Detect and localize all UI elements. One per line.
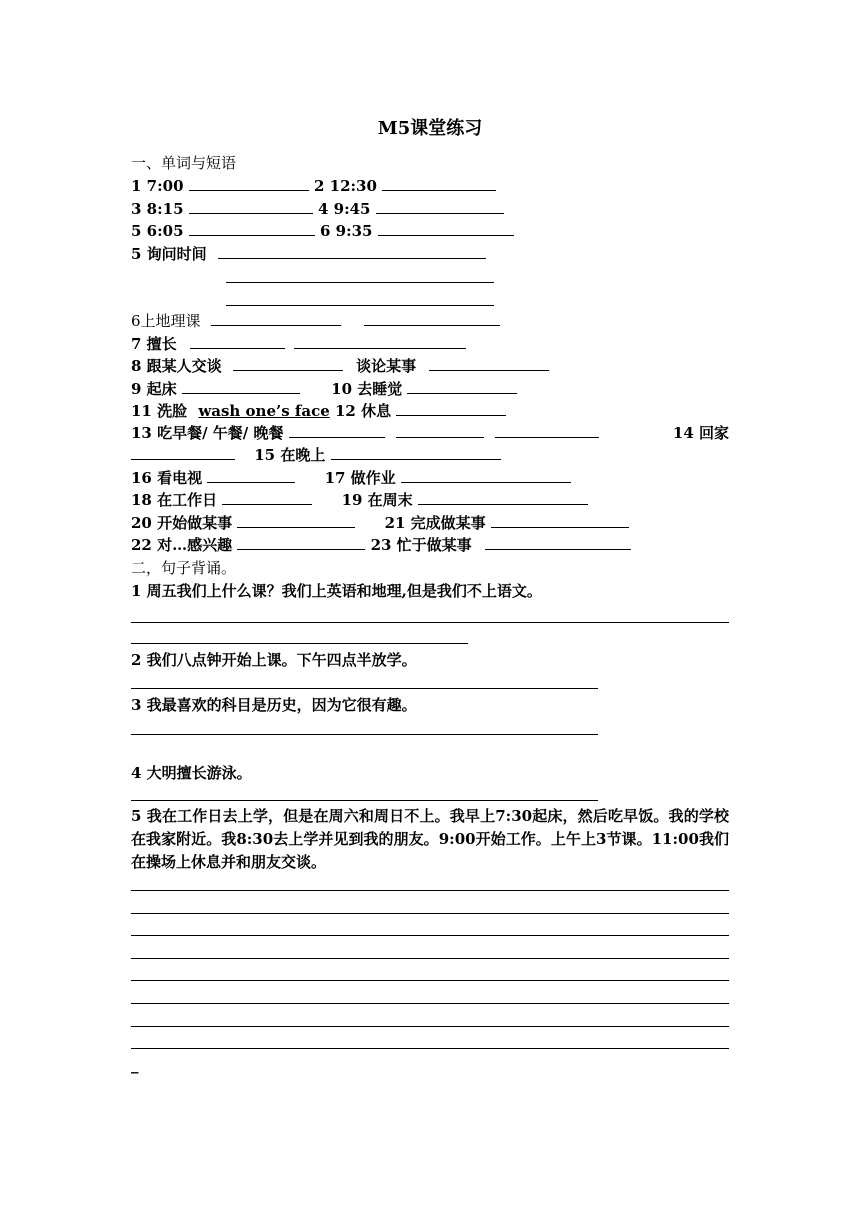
item-label: 2 12:30 <box>313 177 377 195</box>
answer-blank[interactable] <box>485 535 631 550</box>
item-label: 6 9:35 <box>319 222 373 240</box>
item-label: 14 回家 <box>672 424 729 442</box>
item-label: 13 吃早餐/ 午餐/ 晚餐 <box>131 424 284 442</box>
item-row-22 <box>131 534 631 555</box>
item-label: 5 询问时间 <box>131 245 207 263</box>
answer-blank[interactable] <box>396 423 484 438</box>
item-row-18 <box>131 489 588 510</box>
item-row-8 <box>131 355 549 376</box>
item-label: 10 去睡觉 <box>331 380 403 398</box>
answer-blank[interactable] <box>396 401 506 416</box>
answer-line[interactable] <box>131 622 729 623</box>
answer-blank[interactable] <box>382 176 496 191</box>
item-row-9 <box>131 378 517 399</box>
answer-line[interactable] <box>131 890 729 891</box>
answer-blank[interactable] <box>207 468 295 483</box>
answer-blank[interactable] <box>233 356 343 371</box>
item-label: 22 对…感兴趣 <box>131 536 233 554</box>
item-label: 1 7:00 <box>131 177 184 195</box>
answer-blank[interactable] <box>401 468 571 483</box>
item-label: 5 6:05 <box>131 222 184 240</box>
item-label: 15 在晚上 <box>254 446 326 464</box>
answer-line[interactable] <box>131 958 729 959</box>
answer-blank[interactable] <box>131 445 235 460</box>
answer-blank[interactable] <box>495 423 599 438</box>
answer-blank[interactable] <box>190 334 285 349</box>
item-label: 17 做作业 <box>324 469 396 487</box>
item-label: 3 8:15 <box>131 200 184 218</box>
answer-line[interactable] <box>131 688 598 689</box>
answer-line[interactable] <box>131 643 468 644</box>
answer-line[interactable] <box>131 1003 729 1004</box>
item-label: 谈论某事 <box>356 357 417 375</box>
section1-heading: 一、单词与短语 <box>131 154 237 172</box>
answer-blank[interactable] <box>222 490 312 505</box>
item-label: 20 开始做某事 <box>131 514 233 532</box>
answer-blank[interactable] <box>189 221 315 236</box>
answer-line[interactable] <box>131 1026 729 1027</box>
item-row-6 <box>131 310 500 331</box>
answer-line[interactable] <box>226 305 494 306</box>
item-label: 21 完成做某事 <box>384 514 486 532</box>
item-row-2 <box>131 199 504 218</box>
answer-blank[interactable] <box>237 535 365 550</box>
answer-line[interactable] <box>131 734 598 735</box>
answer-blank[interactable] <box>364 311 500 326</box>
item-label: 16 看电视 <box>131 469 203 487</box>
answer-blank[interactable] <box>407 379 517 394</box>
trailing-mark: _ <box>131 1056 139 1074</box>
answer-blank[interactable] <box>182 379 300 394</box>
page-title: M5课堂练习 <box>377 118 483 139</box>
answer-line[interactable] <box>226 282 494 283</box>
answer-blank[interactable] <box>418 490 588 505</box>
answer-blank[interactable] <box>237 513 355 528</box>
answer-blank[interactable] <box>294 334 466 349</box>
answer-line[interactable] <box>131 1048 729 1049</box>
answer-blank[interactable] <box>331 445 501 460</box>
sentence-2: 2 我们八点钟开始上课。下午四点半放学。 <box>131 651 417 669</box>
item-row-7 <box>131 333 466 354</box>
section2-heading: 二，句子背诵。 <box>131 559 237 577</box>
item-row-1 <box>131 176 496 195</box>
item-label: 7 擅长 <box>131 335 177 353</box>
item-label: 6上地理课 <box>131 312 201 330</box>
answer-line[interactable] <box>131 913 729 914</box>
answer-blank[interactable] <box>218 244 486 259</box>
sentence-5: 5 我在工作日去上学，但是在周六和周日不上。我早上7:30起床，然后吃早饭。我的学校在我家附近。我8:30去上学并见到我的朋友。9:00开始工作。上午上3节课。11:00我们在操场上休息并和朋友交谈。 <box>131 807 729 871</box>
item-label: 9 起床 <box>131 380 177 398</box>
item-label: 12 休息 <box>334 402 392 420</box>
item-label: 18 在工作日 <box>131 491 218 509</box>
sentence-4: 4 大明擅长游泳。 <box>131 764 252 782</box>
sentence-3: 3 我最喜欢的科目是历史，因为它很有趣。 <box>131 696 417 714</box>
answer-blank[interactable] <box>376 199 504 214</box>
item-row-15 <box>131 444 501 465</box>
item-row-11 <box>131 400 506 421</box>
item-row-20 <box>131 512 629 533</box>
answer-blank[interactable] <box>189 199 313 214</box>
answer-line[interactable] <box>131 800 598 801</box>
answer-blank[interactable] <box>491 513 629 528</box>
item-row-13 <box>131 422 729 443</box>
answer-blank[interactable] <box>378 221 514 236</box>
item-row-16 <box>131 467 571 488</box>
answer-blank[interactable] <box>189 176 309 191</box>
item-label: 11 洗脸 <box>131 402 188 420</box>
item-label: 4 9:45 <box>317 200 371 218</box>
item-label: 8 跟某人交谈 <box>131 357 222 375</box>
answer-line[interactable] <box>131 980 729 981</box>
item-label: 19 在周末 <box>341 491 413 509</box>
sample-answer: wash one’s face <box>198 402 330 420</box>
sentence-1: 1 周五我们上什么课？我们上英语和地理,但是我们不上语文。 <box>131 582 542 600</box>
answer-blank[interactable] <box>289 423 385 438</box>
item-row-3 <box>131 221 514 240</box>
answer-line[interactable] <box>131 935 729 936</box>
item-label: 23 忙于做某事 <box>370 536 472 554</box>
answer-blank[interactable] <box>429 356 549 371</box>
item-row-4 <box>131 243 486 264</box>
answer-blank[interactable] <box>211 311 341 326</box>
